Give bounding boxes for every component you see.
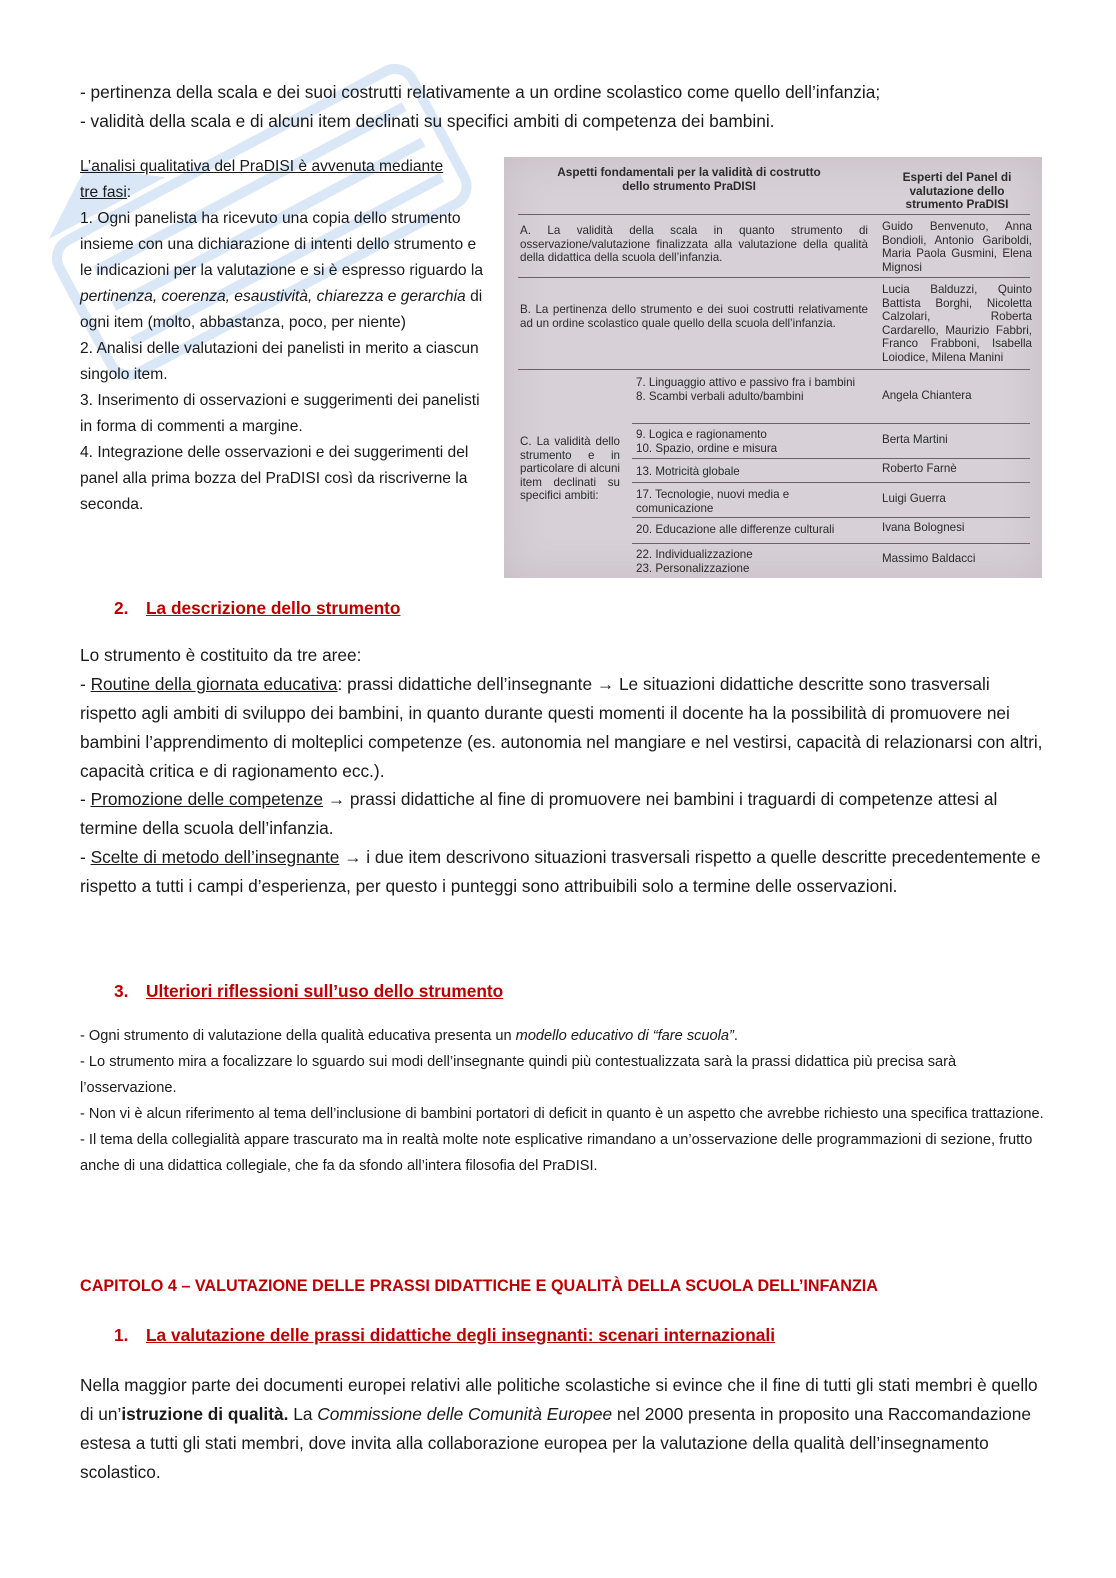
photo-item-label: 8. Scambi verbali adulto/bambini bbox=[636, 389, 804, 403]
bullet-dash: - bbox=[80, 847, 91, 867]
photo-row-c-expert: Massimo Baldacci bbox=[882, 552, 976, 565]
section-2-number: 2. bbox=[114, 598, 129, 618]
section-2-area-1 bbox=[80, 670, 1045, 786]
area-1-label: Routine della giornata educativa bbox=[90, 674, 338, 694]
section-3-bullet-1-italic: modello educativo di “fare scuola” bbox=[515, 1028, 734, 1044]
analysis-step2: 2. Analisi delle valutazioni dei panelisti in merito a ciascun singolo item. bbox=[80, 340, 479, 383]
section-2-intro: Lo strumento è costituito da tre aree: bbox=[80, 645, 362, 665]
top-bullet-2: - validità della scala e di alcuni item declinati su specifici ambiti di competenza dei bambini. bbox=[80, 111, 775, 131]
section-3-bullet-1b: . bbox=[733, 1028, 738, 1044]
photo-row-c-item bbox=[636, 376, 871, 403]
section-3-bullet-2: - Lo strumento mira a focalizzare lo sguardo sui modi dell’insegnante quindi più contestualizzata sarà la prassi didattica più precisa sarà l’osservazione. bbox=[80, 1054, 957, 1096]
area-1-text: : prassi didattiche dell’insegnante → Le situazioni didattiche descritte sono trasversali rispetto agli ambiti di sviluppo dei bambini, in quanto durante questi momenti il docente ha la possibilità di promuovere nei bambini l’apprendimento di molteplici competenze (es. autonomia nel mangiare e nel vestirsi, capacità di relazionarsi con altri, capacità critica e di ragionamento ecc.). bbox=[80, 674, 1043, 781]
section-3-bullet-3: - Non vi è alcun riferimento al tema dell’inclusione di bambini portatori di deficit in quanto è un aspetto che avrebbe richiesto una specifica trattazione. bbox=[80, 1106, 1044, 1122]
photo-row-c-item: 20. Educazione alle differenze culturali bbox=[636, 523, 835, 536]
analysis-step1-a: 1. Ogni panelista ha ricevuto una copia dello strumento insieme con una dichiarazione di intenti dello strumento e le indicazioni per la valutazione e si è espresso riguardo la bbox=[80, 210, 484, 279]
chapter-4-paragraph-b: La bbox=[288, 1404, 318, 1424]
chapter-4-section-1-heading bbox=[80, 1323, 775, 1347]
photo-rule bbox=[632, 423, 1030, 424]
analysis-intro-colon: : bbox=[126, 184, 132, 201]
analysis-step4: 4. Integrazione delle osservazioni e dei suggerimenti del panel alla prima bozza del PraDISI così da riscriverne la seconda. bbox=[80, 444, 469, 513]
photo-item-label: 23. Personalizzazione bbox=[636, 561, 750, 575]
section-2-title: La descrizione dello strumento bbox=[146, 598, 401, 618]
analysis-step3: 3. Inserimento di osservazioni e suggerimenti dei panelisti in forma di commenti a margine. bbox=[80, 392, 480, 435]
photo-row-c-item: 17. Tecnologie, nuovi media e comunicazione bbox=[636, 488, 790, 515]
photo-row-c-expert: Roberto Farnè bbox=[882, 462, 957, 475]
section-3-heading bbox=[80, 979, 503, 1003]
analysis-paragraph bbox=[80, 154, 490, 518]
photo-row-c-item: 13. Motricità globale bbox=[636, 465, 740, 478]
photo-rule bbox=[518, 369, 1030, 370]
bullet-dash: - bbox=[80, 674, 91, 694]
section-2-area-3 bbox=[80, 843, 1045, 901]
photo-rule bbox=[632, 543, 1030, 544]
photo-row-c-expert: Berta Martini bbox=[882, 433, 948, 446]
photo-row-c-text: C. La validità dello strumento e in particolare di alcuni item declinati su specifici ambiti: bbox=[520, 435, 620, 502]
chapter-4-paragraph-italic: Commissione delle Comunità Europee bbox=[317, 1404, 613, 1424]
section-3-bullet-4: - Il tema della collegialità appare trascurato ma in realtà molte note esplicative rimandano a un’osservazione delle programmazioni di sezione, frutto anche di una didattica collegiale, che fa da sfondo all’intera filosofia del PraDISI. bbox=[80, 1132, 1033, 1174]
panel-experts-table-photo bbox=[504, 157, 1042, 578]
photo-rule bbox=[632, 458, 1030, 459]
photo-item-label: 7. Linguaggio attivo e passivo fra i bambini bbox=[636, 376, 856, 389]
top-bullet-1: - pertinenza della scala e dei suoi costrutti relativamente a un ordine scolastico come quello dell’infanzia; bbox=[80, 82, 881, 102]
photo-header-right: Esperti del Panel di valutazione dello strumento PraDISI bbox=[902, 170, 1012, 211]
photo-row-a-text: A. La validità della scala in quanto strumento di osservazione/valutazione finalizzata alla valutazione della qualità della didattica della scuola dell’infanzia. bbox=[520, 224, 868, 264]
area-3-text: → i due item descrivono situazioni trasversali rispetto a quelle descritte precedentemente e rispetto a tutti i campi d’esperienza, per questo i punteggi sono attribuibili solo a termine delle osservazioni. bbox=[80, 847, 1041, 896]
photo-row-c-item bbox=[636, 548, 871, 575]
section-3-title: Ulteriori riflessioni sull’uso dello strumento bbox=[146, 981, 504, 1001]
chapter-4-title: CAPITOLO 4 – VALUTAZIONE DELLE PRASSI DIDATTICHE E QUALITÀ DELLA SCUOLA DELL’INFANZIA bbox=[80, 1277, 878, 1295]
section-2-area-2 bbox=[80, 785, 1045, 843]
photo-rule bbox=[632, 482, 1030, 483]
photo-item-label: 10. Spazio, ordine e misura bbox=[636, 441, 778, 455]
chapter-4-section-1-number: 1. bbox=[114, 1325, 129, 1345]
section-3-number: 3. bbox=[114, 981, 129, 1001]
area-3-label: Scelte di metodo dell’insegnante bbox=[90, 847, 340, 867]
section-3-bullets bbox=[80, 1023, 1045, 1179]
chapter-4-paragraph-a: Nella maggior parte dei documenti europei relativi alle politiche scolastiche si evince che il fine di tutti gli stati membri è quello di un’ bbox=[80, 1375, 1038, 1424]
photo-item-label: 9. Logica e ragionamento bbox=[636, 428, 767, 441]
section-2-heading bbox=[80, 596, 400, 620]
photo-row-c-expert: Angela Chiantera bbox=[882, 389, 972, 402]
area-2-text: → prassi didattiche al fine di promuovere nei bambini i traguardi di competenze attesi al termine della scuola dell’infanzia. bbox=[80, 789, 998, 838]
analysis-intro-line2: tre fasi bbox=[80, 184, 127, 201]
chapter-4-paragraph-bold: istruzione di qualità. bbox=[121, 1404, 289, 1424]
chapter-4-paragraph bbox=[80, 1371, 1045, 1487]
chapter-4-section-1-title: La valutazione delle prassi didattiche degli insegnanti: scenari internazionali bbox=[146, 1325, 776, 1345]
photo-header-left: Aspetti fondamentali per la validità di costrutto dello strumento PraDISI bbox=[557, 165, 821, 193]
section-3-bullet-1a: - Ogni strumento di valutazione della qualità educativa presenta un bbox=[80, 1028, 516, 1044]
photo-row-a-experts: Guido Benvenuto, Anna Bondioli, Antonio Gariboldi, Maria Paola Gusmini, Elena Mignosi bbox=[882, 220, 1032, 274]
photo-row-b-experts: Lucia Balduzzi, Quinto Battista Borghi, Nicoletta Calzolari, Roberta Cardarello, Maurizio Fabbri, Franco Frabboni, Isabella Loiodice, Milena Manini bbox=[882, 283, 1032, 364]
photo-rule bbox=[518, 214, 1030, 215]
photo-item-label: 22. Individualizzazione bbox=[636, 548, 753, 561]
photo-rule bbox=[518, 277, 1030, 278]
chapter-4-paragraph-c: nel 2000 presenta in proposito una Raccomandazione estesa a tutti gli stati membri, dove invita alla collaborazione europea per la valutazione della qualità dell’insegnamento scolastico. bbox=[80, 1404, 1032, 1482]
photo-row-b-text: B. La pertinenza dello strumento e dei suoi costrutti relativamente ad un ordine scolastico quale quello della scuola dell’infanzia. bbox=[520, 303, 868, 330]
photo-rule bbox=[632, 517, 1030, 518]
photo-row-c-item bbox=[636, 428, 871, 455]
area-2-label: Promozione delle competenze bbox=[90, 789, 324, 809]
analysis-step1-italic: pertinenza, coerenza, esaustività, chiarezza e gerarchia bbox=[80, 288, 466, 305]
analysis-step1-b: di ogni item (molto, abbastanza, poco, per niente) bbox=[80, 288, 483, 331]
bullet-dash: - bbox=[80, 789, 91, 809]
photo-row-c-expert: Luigi Guerra bbox=[882, 492, 946, 505]
analysis-intro-line1: L’analisi qualitativa del PraDISI è avvenuta mediante bbox=[80, 158, 444, 175]
photo-row-c-expert: Ivana Bolognesi bbox=[882, 521, 965, 534]
